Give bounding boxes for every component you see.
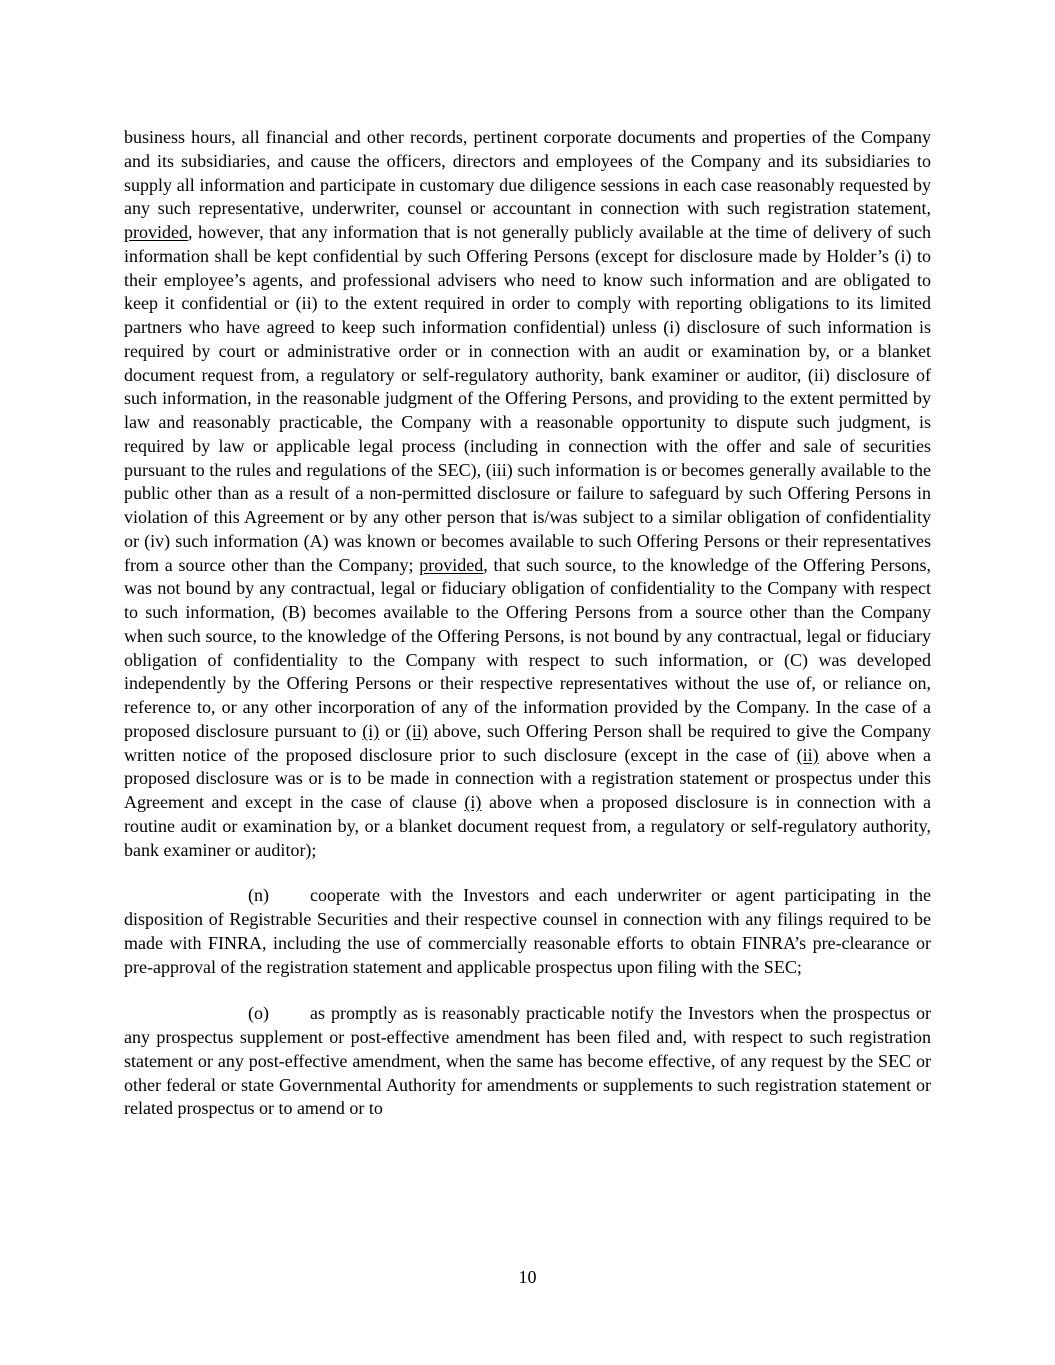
paragraph-n-text: cooperate with the Investors and each underwriter or agent participating in the disposition of Registrable Securities and their respective counsel in connection with any filings required to be made with FINRA, including the use of commercially reasonable efforts to obtain FINRA’s pre-clearance or pre-approval of the registration statement and applicable prospectus upon filing with the SEC;: [124, 885, 931, 977]
text-run: , however, that any information that is not generally publicly available at the time of delivery of such information shall be kept confidential by such Offering Persons (except for disclosure made by Holder’s (i) to their employee’s agents, and professional advisers who need to know such information and are obligated to keep it confidential or (ii) to the extent required in order to comply with reporting obligations to its limited partners who have agreed to keep such information confidential) unless (i) disclosure of such information is required by court or administrative order or in connection with an audit or examination by, or a blanket document request from, a regulatory or self-regulatory authority, bank examiner or auditor, (ii) disclosure of such information, in the reasonable judgment of the Offering Persons, and providing to the extent permitted by law and reasonably practicable, the Company with a reasonable opportunity to dispute such judgment, is required by law or applicable legal process (including in connection with the offer and sale of securities pursuant to the rules and regulations of the SEC), (iii) such information is or becomes generally available to the public other than as a result of a non-permitted disclosure or failure to safeguard by such Offering Persons in violation of this Agreement or by any other person that is/was subject to a similar obligation of confidentiality or (iv) such information (A) was known or becomes available to such Offering Persons or their representatives from a source other than the Company;: [124, 222, 931, 575]
paragraph-o-text: as promptly as is reasonably practicable notify the Investors when the prospectus or any prospectus supplement or post-effective amendment has been filed and, with respect to such registration statement or any post-effective amendment, when the same has become effective, of any request by the SEC or other federal or state Governmental Authority for amendments or supplements to such registration statement or related prospectus or to amend or to: [124, 1003, 931, 1119]
underlined-term: (i): [362, 720, 380, 741]
underlined-term: provided: [124, 222, 188, 242]
text-run: business hours, all financial and other records, pertinent corporate documents and properties of the Company and its subsidiaries, and cause the officers, directors and employees of the Company and its subsidiaries to supply all information and participate in customary due diligence sessions in each case reasonably requested by any such representative, underwriter, counsel or accountant in connection with such registration statement,: [124, 127, 931, 219]
paragraph-o-marker: (o): [248, 1003, 269, 1024]
underlined-term: provided: [419, 554, 484, 575]
document-body: [124, 126, 931, 1121]
text-run: above when a proposed disclosure is in connection with a routine audit or examination by, or a blanket document request from, a regulatory or self-regulatory authority, bank examiner or auditor);: [124, 792, 931, 860]
paragraph-m-continuation: [124, 126, 931, 862]
underlined-term: (ii): [405, 720, 428, 741]
text-run: , that such source, to the knowledge of the Offering Persons, was not bound by any contractual, legal or fiduciary obligation of confidentiality to the Company with respect to such information, (B) becomes available to the Offering Persons from a source other than the Company when such source, to the knowledge of the Offering Persons, is not bound by any contractual, legal or fiduciary obligation of confidentiality to the Company with respect to such information, or (C) was developed independently by the Offering Persons or their respective representatives without the use of, or reliance on, reference to, or any other incorporation of any of the information provided by the Company. In the case of a proposed disclosure pursuant to: [124, 554, 931, 741]
paragraph-o: [124, 1002, 931, 1121]
underlined-term: (ii): [796, 744, 819, 765]
underlined-term: (i): [464, 792, 482, 812]
page-number: 10: [518, 1267, 537, 1287]
text-run: above when a proposed disclosure was or is to be made in connection with a registration statement or prospectus under this Agreement and except in the case of clause: [124, 744, 931, 812]
text-run: above, such Offering Person shall be required to give the Company written notice of the proposed disclosure prior to such disclosure (except in the case of: [124, 720, 931, 765]
text-run: or: [379, 720, 406, 741]
paragraph-n: [124, 884, 931, 979]
paragraph-n-marker: (n): [248, 885, 269, 906]
